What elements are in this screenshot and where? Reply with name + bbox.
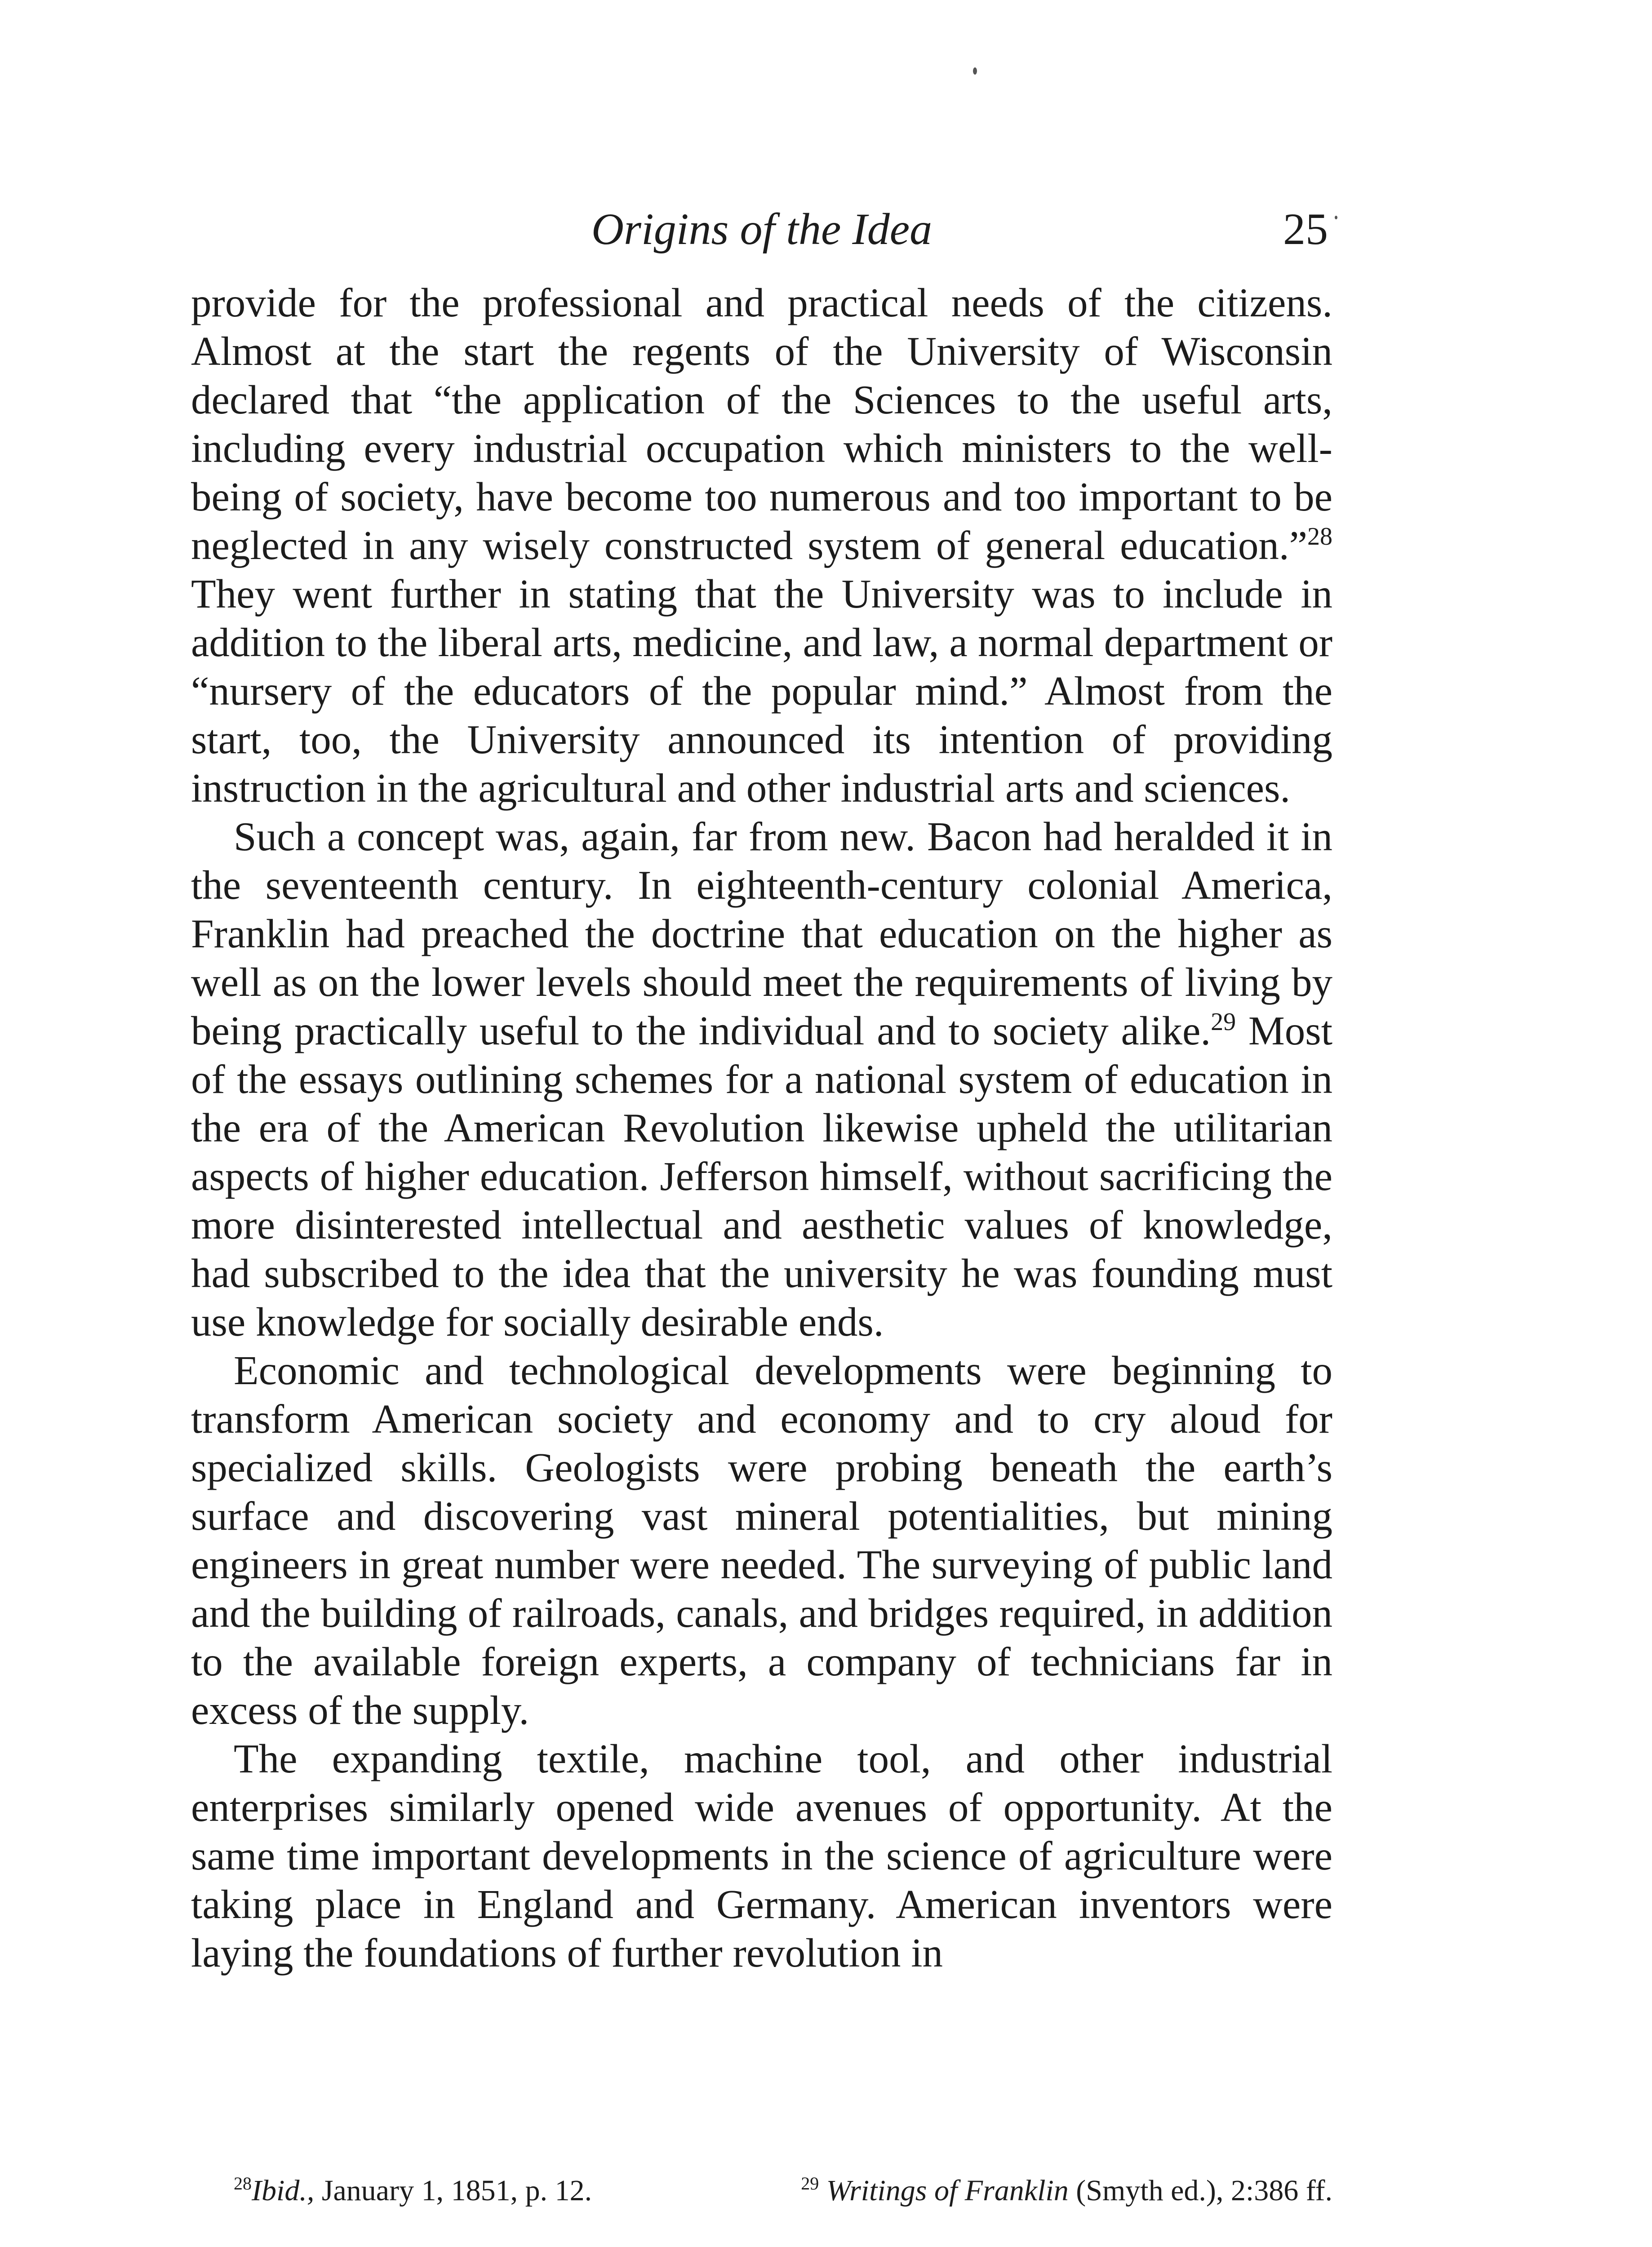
footnotes <box>234 2171 1332 2211</box>
footnote-source: Ibid., <box>252 2174 315 2207</box>
paragraph: The expanding textile, machine tool, and other industrial enterprises similarly opened wide avenues of opportunity. At the same time important developments in the science of agriculture were taking place in England and Germany. American inventors were laying the foundations of further revolution in <box>191 1736 1332 1976</box>
page-number: 25 <box>1283 204 1328 254</box>
paragraph <box>191 279 1332 813</box>
footnote-reference-29: 29 <box>1211 1008 1236 1036</box>
paragraph-text: They went further in stating that the University was to include in addition to the liberal arts, medicine, and law, a normal department or “nursery of the educators of the popular mind.” Almost from the start, too, the University announced its intention of providing instruction in the agricultural and other industrial arts and sciences. <box>191 571 1332 811</box>
paragraph-text: Such a concept was, again, far from new. Bacon had heralded it in the seventeenth century. In eighteenth-century colonial America, Franklin had preached the doctrine that education on the higher as well as on the lower levels should meet the requirements of living by being practically useful to the individual and to society alike. <box>191 814 1332 1053</box>
footnote-source: Writings of Franklin <box>826 2174 1069 2207</box>
body-text <box>191 279 1332 1977</box>
footnote-reference-28: 28 <box>1307 523 1332 551</box>
footnote-number: 28 <box>234 2173 252 2194</box>
print-speck <box>1335 216 1337 219</box>
footnote-number: 29 <box>801 2173 819 2194</box>
paragraph-text: provide for the professional and practical needs of the citizens. Almost at the start the regents of the University of Wisconsin declared that “the application of the Sciences to the useful arts, including every industrial occupation which ministers to the well-being of society, have become too numerous and too important to be neglected in any wisely constructed system of general education.” <box>191 280 1332 568</box>
footnote-text: January 1, 1851, p. 12. <box>314 2174 592 2207</box>
running-title: Origins of the Idea <box>591 204 933 254</box>
footnote-29 <box>801 2171 1332 2211</box>
footnote-text: (Smyth ed.), 2:386 ff. <box>1068 2174 1332 2207</box>
paragraph-text: Most of the essays outlining schemes for a national system of education in the era of the American Revolution likewise upheld the utilitarian aspects of higher education. Jefferson himself, without sacrificing the more disinterested intellectual and aesthetic values of knowledge, had subscribed to the idea that the university he was founding must use knowledge for socially desirable ends. <box>191 1008 1332 1345</box>
footnote-28 <box>234 2171 592 2211</box>
print-speck <box>973 67 977 75</box>
paragraph <box>191 813 1332 1346</box>
running-head <box>191 198 1332 261</box>
paragraph: Economic and technological developments were beginning to transform American society and economy and to cry aloud for specialized skills. Geologists were probing beneath the earth’s surface and discovering vast mineral potentialities, but mining engineers in great number were needed. The surveying of public land and the building of railroads, canals, and bridges required, in addition to the available foreign experts, a company of technicians far in excess of the supply. <box>191 1348 1332 1733</box>
